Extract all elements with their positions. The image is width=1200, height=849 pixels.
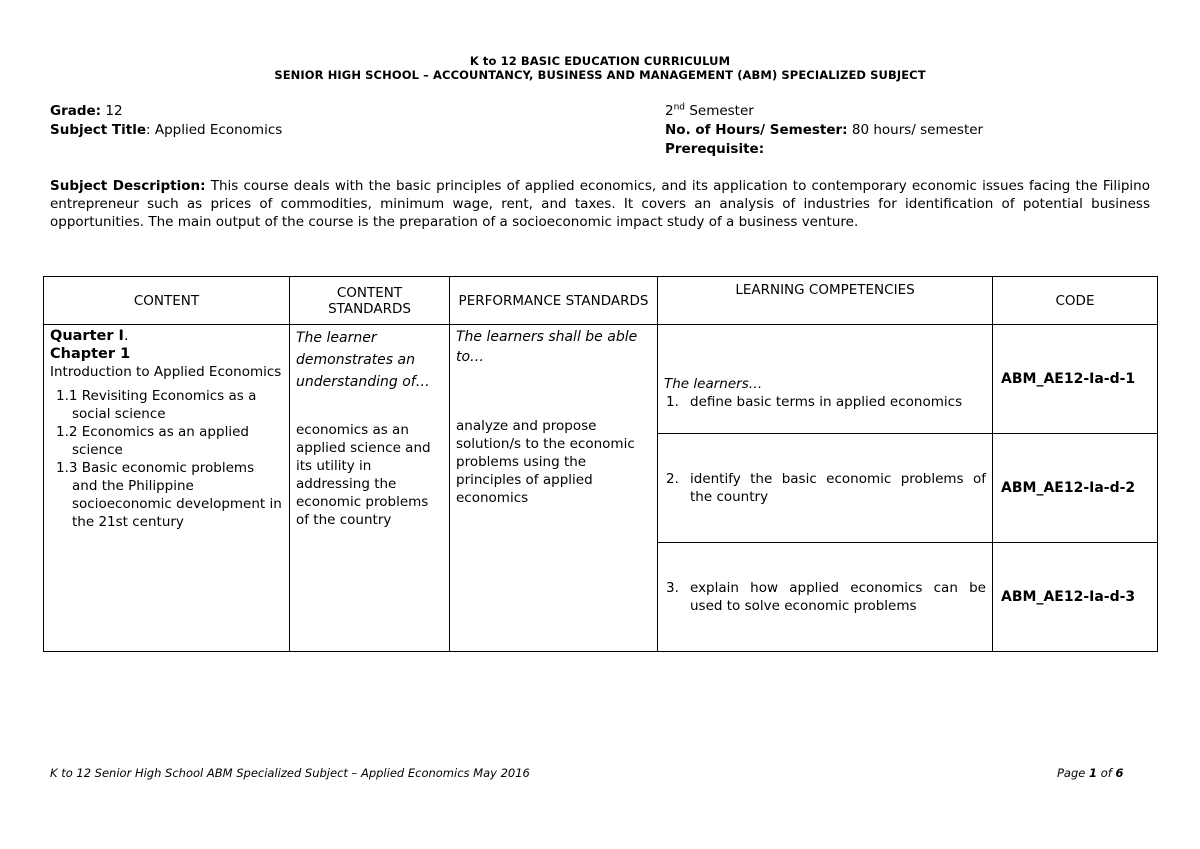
performance-standards-intro: The learners shall be able to… <box>456 329 638 365</box>
competency-text: explain how applied economics can be used to solve economic problems <box>690 580 986 614</box>
subject-info-left <box>50 102 282 140</box>
competency-code: ABM_AE12-Ia-d-2 <box>993 434 1158 543</box>
semester-line <box>665 102 983 121</box>
competency-cell <box>658 325 993 434</box>
grade-label: Grade: <box>50 103 102 119</box>
header-content-standards: CONTENT STANDARDS <box>290 277 450 325</box>
competency-text: define basic terms in applied economics <box>690 394 963 410</box>
content-cell <box>44 325 290 652</box>
subject-title-value: : Applied Economics <box>146 122 283 138</box>
quarter-suffix: . <box>123 328 129 344</box>
topic-list <box>50 387 283 531</box>
competency-item <box>664 579 986 615</box>
curriculum-subtitle: SENIOR HIGH SCHOOL – ACCOUNTANCY, BUSINESS AND MANAGEMENT (ABM) SPECIALIZED SUBJECT <box>274 68 926 82</box>
header-learning-competencies: LEARNING COMPETENCIES <box>658 277 993 325</box>
competency-cell <box>658 434 993 543</box>
header-performance-standards: PERFORMANCE STANDARDS <box>450 277 658 325</box>
curriculum-table <box>43 276 1158 652</box>
header-code: CODE <box>993 277 1158 325</box>
topic-item: 1.2 Economics as an applied science <box>56 424 249 458</box>
quarter-line <box>50 327 283 345</box>
semester-text: Semester <box>689 103 754 119</box>
competency-number: 3. <box>666 580 679 596</box>
competency-item <box>664 393 986 411</box>
competency-cell <box>658 543 993 652</box>
semester-number: 2 <box>665 103 674 119</box>
chapter-label: Chapter 1 <box>50 346 131 362</box>
hours-line <box>665 121 983 140</box>
table-row <box>44 325 1158 434</box>
page-current: 1 <box>1089 766 1098 780</box>
footer-document-title: K to 12 Senior High School ABM Specialized Subject – Applied Economics May 2016 <box>50 766 530 780</box>
competency-number: 2. <box>666 471 679 487</box>
competencies-intro: The learners… <box>664 376 763 392</box>
topic-item: 1.1 Revisiting Economics as a social science <box>56 388 257 422</box>
competency-code: ABM_AE12-Ia-d-3 <box>993 543 1158 652</box>
page-word: Page <box>1057 766 1086 780</box>
subject-description <box>50 177 1150 231</box>
topic-item: 1.3 Basic economic problems and the Philippine socioeconomic development in the 21st century <box>56 460 282 530</box>
grade-line <box>50 102 282 121</box>
prerequisite-label: Prerequisite: <box>665 141 765 157</box>
grade-value: 12 <box>105 103 123 119</box>
subject-title-label: Subject Title <box>50 122 147 138</box>
content-standards-intro: The learner demonstrates an understanding of… <box>296 330 430 390</box>
prerequisite-line <box>665 140 983 159</box>
description-label: Subject Description: <box>50 178 206 194</box>
performance-standards-cell <box>450 325 658 652</box>
hours-label: No. of Hours/ Semester: <box>665 122 848 138</box>
content-standards-text: economics as an applied science and its utility in addressing the economic problems of the country <box>296 422 431 528</box>
subject-title-line <box>50 121 282 140</box>
subject-info-right <box>665 102 983 159</box>
page-total: 6 <box>1115 766 1124 780</box>
curriculum-title: K to 12 BASIC EDUCATION CURRICULUM <box>469 54 731 68</box>
page-number <box>1057 766 1123 780</box>
quarter-label: Quarter I <box>50 328 124 344</box>
competency-code: ABM_AE12-Ia-d-1 <box>993 325 1158 434</box>
competency-number: 1. <box>666 394 679 410</box>
semester-suffix: nd <box>673 102 686 113</box>
hours-value: 80 hours/ semester <box>851 122 984 138</box>
content-standards-cell <box>290 325 450 652</box>
performance-standards-text: analyze and propose solution/s to the economic problems using the principles of applied economics <box>456 418 635 506</box>
competency-item <box>664 470 986 506</box>
of-word: of <box>1100 766 1112 780</box>
header-content: CONTENT <box>44 277 290 325</box>
competency-text: identify the basic economic problems of the country <box>690 471 986 505</box>
table-header-row <box>44 277 1158 325</box>
chapter-title: Introduction to Applied Economics <box>50 364 282 380</box>
description-text: This course deals with the basic principles of applied economics, and its application to contemporary economic issues facing the Filipino entrepreneur such as prices of commodities, minimum wage, rent, and taxes. It covers an analysis of industries for identification of potential business opportunities. The main output of the course is the preparation of a socioeconomic impact study of a business venture. <box>50 178 1150 230</box>
